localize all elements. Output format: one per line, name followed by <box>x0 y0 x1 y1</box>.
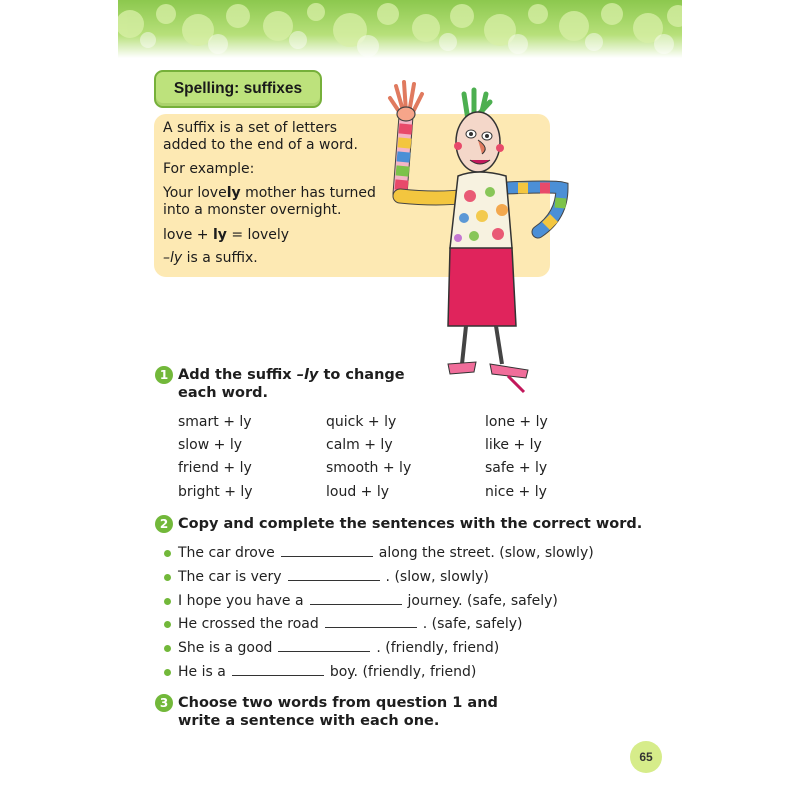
bullet-icon <box>164 645 171 652</box>
word-item: slow + ly <box>178 437 243 453</box>
info-suffix-bold: ly <box>212 227 227 243</box>
word-item: lone + ly <box>485 414 548 430</box>
decorative-green-banner <box>118 0 682 58</box>
bullet-icon <box>164 621 171 628</box>
sentence-text: She is a good <box>178 640 273 656</box>
question-1-text <box>178 366 405 384</box>
info-text: is a suffix. <box>182 250 258 266</box>
sentence-text: . (friendly, friend) <box>376 640 500 656</box>
sentence-text: I hope you have a <box>178 593 304 609</box>
q-text: to change <box>318 367 405 383</box>
question-1-text-line2: each word. <box>178 385 268 401</box>
info-line-7 <box>163 250 258 267</box>
question-3-text-line2: write a sentence with each one. <box>178 713 440 729</box>
word-item: nice + ly <box>485 484 547 500</box>
info-text: love + <box>163 227 213 243</box>
bullet-icon <box>164 669 171 676</box>
answer-blank <box>288 568 380 581</box>
bullet-icon <box>164 550 171 557</box>
word-item: safe + ly <box>485 460 548 476</box>
answer-blank <box>325 615 417 628</box>
word-item: quick + ly <box>326 414 397 430</box>
monster-mother-illustration <box>378 76 578 396</box>
answer-blank <box>232 663 324 676</box>
info-text: mother has turned <box>240 185 376 201</box>
info-text: Your love <box>163 185 227 201</box>
sentence-text: . (slow, slowly) <box>385 569 489 585</box>
sentence-item <box>178 592 558 609</box>
info-suffix-italic: –ly <box>163 250 183 266</box>
word-item: smooth + ly <box>326 460 412 476</box>
sentence-item <box>178 568 489 585</box>
q-text: Add the suffix <box>178 367 297 383</box>
info-line-3: For example: <box>163 161 255 177</box>
page-title: Spelling: suffixes <box>154 70 322 108</box>
question-2-text: Copy and complete the sentences with the correct word. <box>178 516 643 532</box>
bullet-icon <box>164 574 171 581</box>
info-line-2: added to the end of a word. <box>163 137 358 153</box>
info-line-1: A suffix is a set of letters <box>163 120 338 136</box>
info-line-5: into a monster overnight. <box>163 202 342 218</box>
sentence-text: along the street. (slow, slowly) <box>378 545 594 561</box>
page-number-badge: 65 <box>630 741 662 773</box>
sentence-text: . (safe, safely) <box>422 616 523 632</box>
answer-blank <box>278 639 370 652</box>
word-item: like + ly <box>485 437 542 453</box>
info-suffix-bold: ly <box>226 185 241 201</box>
word-item: loud + ly <box>326 484 390 500</box>
sentence-item <box>178 615 522 632</box>
bullet-icon <box>164 598 171 605</box>
question-number-badge: 3 <box>155 694 173 712</box>
question-number-badge: 1 <box>155 366 173 384</box>
word-item: calm + ly <box>326 437 393 453</box>
sentence-text: boy. (friendly, friend) <box>329 664 477 680</box>
textbook-page <box>118 0 682 800</box>
sentence-item <box>178 639 499 656</box>
answer-blank <box>281 544 373 557</box>
word-item: friend + ly <box>178 460 252 476</box>
question-3-text: Choose two words from question 1 and <box>178 695 498 711</box>
sentence-text: The car drove <box>178 545 275 561</box>
sentence-item <box>178 663 476 680</box>
sentence-text: The car is very <box>178 569 282 585</box>
answer-blank <box>310 592 402 605</box>
sentence-text: He crossed the road <box>178 616 319 632</box>
q-suffix-italic: –ly <box>296 367 319 383</box>
info-line-4 <box>163 185 376 202</box>
word-item: bright + ly <box>178 484 253 500</box>
sentence-text: He is a <box>178 664 226 680</box>
question-number-badge: 2 <box>155 515 173 533</box>
word-item: smart + ly <box>178 414 252 430</box>
info-line-6 <box>163 227 289 244</box>
info-text: = lovely <box>226 227 290 243</box>
sentence-item <box>178 544 594 561</box>
sentence-text: journey. (safe, safely) <box>407 593 558 609</box>
